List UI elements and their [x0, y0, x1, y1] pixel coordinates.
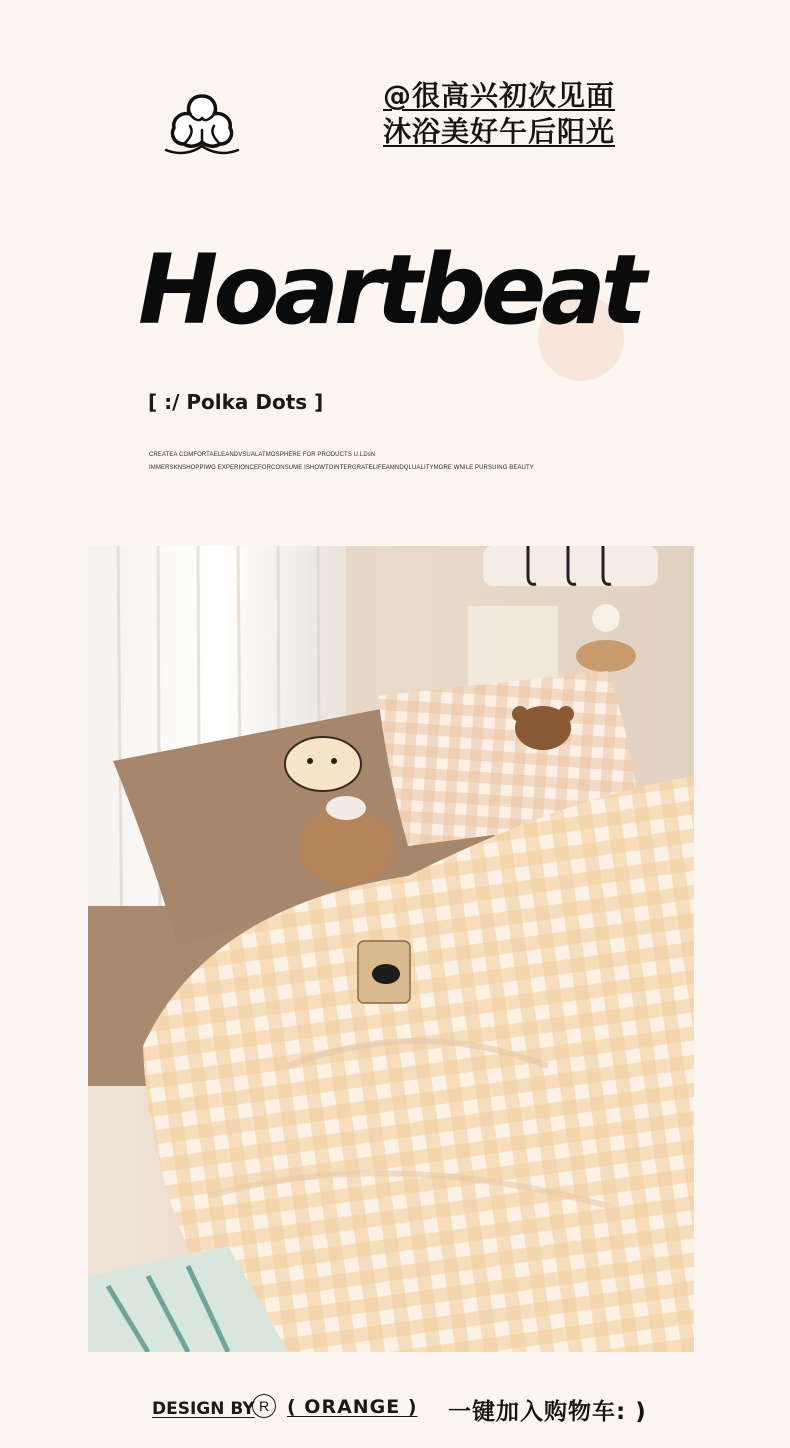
- footer: [0, 1390, 790, 1430]
- hero-subtitle: [ :/ Polka Dots ]: [148, 390, 324, 414]
- design-by-label: DESIGN BY: [152, 1399, 255, 1419]
- cotton-flower-icon: [160, 90, 244, 160]
- hero-title: Hoartbeat: [138, 234, 642, 346]
- tagline: [383, 78, 615, 150]
- tagline-line-2: 沐浴美好午后阳光: [383, 115, 616, 148]
- product-photo: [88, 546, 694, 1352]
- registered-mark-icon: R: [252, 1394, 276, 1418]
- hero-title-block: [138, 235, 658, 365]
- tagline-line-1: @很高兴初次见面: [383, 79, 616, 112]
- brand-name: ( ORANGE ): [287, 1396, 418, 1418]
- fine-print-line-1: CREATEA COMFORTAELEANDVSUALATMOSPHERE FOR PRODUCTS U.LDsN: [149, 452, 376, 458]
- add-to-cart-button[interactable]: 一键加入购物车: ): [448, 1399, 647, 1425]
- fine-print-line-2: IMMERSKNSHOPPIWG EXPERIONCEFORCONSUME ISHOWTOINTERGRATELIFEAMNDQLUALITYMORE WNILE PURSUING BEAUTY: [149, 465, 534, 471]
